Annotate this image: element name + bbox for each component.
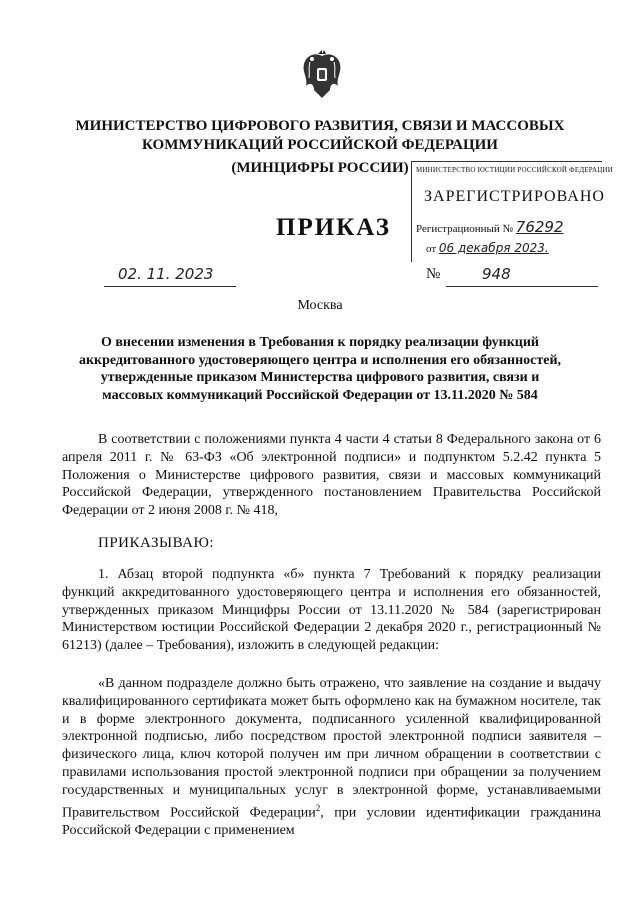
order-word: ПРИКАЗЫВАЮ:: [98, 535, 215, 551]
coat-of-arms-emblem: [300, 48, 344, 100]
order-number: 948: [482, 265, 511, 283]
ministry-name-line1: МИНИСТЕРСТВО ЦИФРОВОГО РАЗВИТИЯ, СВЯЗИ И МАССОВЫХ: [75, 118, 565, 134]
registration-stamp: [411, 161, 613, 262]
quoted-text-continued: , при условии идентификации гражданина Российской Федерации с применением: [62, 805, 601, 839]
ministry-name-line2: КОММУНИКАЦИЙ РОССИЙСКОЙ ФЕДЕРАЦИИ: [142, 137, 498, 153]
quoted-text-paragraph: [62, 675, 601, 840]
number-label: №: [426, 266, 441, 282]
number-underline: [446, 286, 598, 287]
stamp-reg-number: 76292: [515, 218, 564, 236]
stamp-authority: МИНИСТЕРСТВО ЮСТИЦИИ РОССИЙСКОЙ ФЕДЕРАЦИИ: [416, 166, 613, 174]
stamp-date-label: от: [426, 243, 437, 255]
footnote-mark: 2: [315, 802, 321, 813]
document-type-title: ПРИКАЗ: [276, 214, 391, 241]
stamp-date-row: [426, 241, 549, 255]
preamble-paragraph: В соответствии с положениями пункта 4 части 4 статьи 8 Федерального закона от 6 апреля 2011 г. № 63-ФЗ «Об электронной подписи» и подпунктом 5.2.42 пункта 5 Положения о Министерстве цифрового развития, связи и массовых коммуникаций Российской Федерации, утвержденного постановлением Правительства Российской Федерации от 2 июня 2008 г. № 418,: [62, 432, 601, 519]
date-underline: [104, 286, 236, 287]
city: Москва: [297, 298, 343, 313]
order-title: О внесении изменения в Требования к порядку реализации функций аккредитованного удостоверяющего центра и исполнения его обязанностей, утвержденные приказом Министерства цифрового развития, связи и массовых коммуникаций Российской Федерации от 13.11.2020 № 584: [78, 335, 562, 403]
ministry-short-name: (МИНЦИФРЫ РОССИИ): [231, 160, 409, 176]
stamp-status: ЗАРЕГИСТРИРОВАНО: [424, 188, 605, 205]
stamp-reg-label: Регистрационный №: [416, 223, 514, 235]
order-date: 02. 11. 2023: [118, 265, 214, 283]
item-1-paragraph: 1. Абзац второй подпункта «б» пункта 7 Требований к порядку реализации функций аккредитованного удостоверяющего центра и исполнения его обязанностей, утвержденных приказом Минцифры России от 13.11.2020 № 584 (зарегистрирован Министерством юстиции Российской Федерации 2 декабря 2020 г., регистрационный № 61213) (далее – Требования), изложить в следующей редакции:: [62, 567, 601, 654]
quoted-text: «В данном подразделе должно быть отражено, что заявление на создание и выдачу квалифицированного сертификата может быть оформлено как на бумажном носителе, так и в форме электронного документа, подписанного усиленной квалифицированной электронной подписью, либо посредством простой электронной подписи заявителя – физического лица, ключ которой получен им при личном обращении в соответствии с правилами использования простой электронной подписи при обращении за получением государственных и муниципальных услуг в электронной форме, устанавливаемыми Правительством Российской Федерации: [62, 676, 601, 821]
stamp-date-value: 06 декабря 2023.: [438, 241, 549, 255]
stamp-reg-row: [416, 218, 564, 236]
